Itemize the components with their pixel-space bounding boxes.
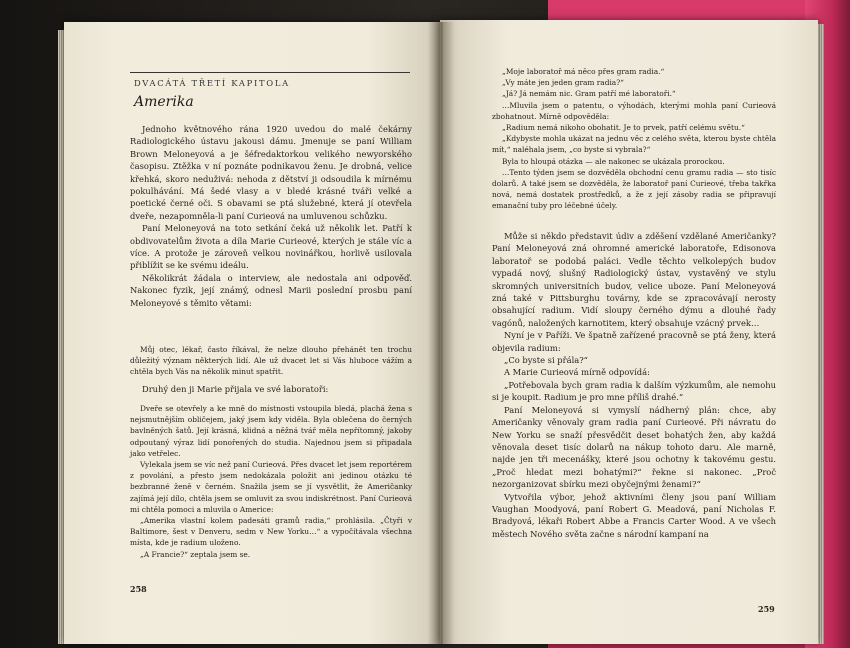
page-number-right: 259: [758, 604, 775, 614]
paragraph: Paní Meloneyová si vymyslí nádherný plán: chce, aby Američanky věnovaly gram radia paní Curieové. Při návratu do New Yorku se snaží přesvědčit deset bohatých žen, aby každá věnovala deset tisíc dolarů na nákup tohoto daru. Ale marně, najde jen tři mecenášky, které jsou ochotny k takovému gestu. „Proč hledat mezi bohatými?“ řekne si nakonec. „Proč nezorganizovat sbírku mezi obyčejnými ženami?“: [492, 404, 776, 490]
paragraph: Několikrát žádala o interview, ale nedostala ani odpověď. Nakonec fyzik, její známý, odnesl Marii poslední prosbu paní Meloneyové s těmito větami:: [130, 272, 412, 308]
left-page: [64, 22, 442, 644]
paragraph: Vytvořila výbor, jehož aktivními členy jsou paní William Vaughan Moodyová, paní Robert G. Meadová, paní Nicholas F. Bradyová, lékaři Robert Abbe a Francis Carter Wood. A ve všech městech Nového světa začne s národní kampaní na: [492, 491, 776, 539]
letter-quote: [130, 344, 412, 378]
quote-paragraph: „Moje laboratoř má něco přes gram radia.“: [502, 67, 665, 76]
left-body-text: [130, 123, 412, 309]
chapter-label: DVACÁTÁ TŘETÍ KAPITOLA: [134, 78, 290, 88]
quote-paragraph: …Mluvila jsem o patentu, o výhodách, kterými mohla paní Curieová zbohatnout. Mírně odpověděla:: [492, 100, 776, 121]
quote-paragraph: Byla to hloupá otázka — ale nakonec se ukázala prorockou.: [502, 156, 725, 166]
quote-paragraph: „Radium nemá nikoho obohatit. Je to prvek, patří celému světu.“: [502, 123, 745, 133]
quote-paragraph: …Tento týden jsem se dozvěděla obchodní cenu gramu radia — sto tisíc dolarů. A také jsem se dozvěděla, že laboratoř paní Curieové, třeba takřka nová, nemá dostatek prostředků, a že z její zásoby radia se připravují emanační tuby pro léčebné účely.: [492, 167, 776, 211]
book-gutter: [428, 22, 454, 644]
quote-paragraph: Vylekala jsem se víc než paní Curieová. Přes dvacet let jsem reportérem z povolání, a přesto jsem nedokázala položit ani jedinou otázku té bezbranné ženě v černém. Snažila jsem se jí vysvětlit, že Američanky zajímá její dílo, chtěla jsem se omluvit za svou indiskrétnost. Paní Curieová mi chtěla pomoci a mluvila o Americe:: [130, 460, 412, 514]
quote-paragraph: „Amerika vlastní kolem padesáti gramů radia,“ prohlásila. „Čtyři v Baltimore, šest v Denveru, sedm v New Yorku…“ a vypočítávala všechna místa, kde je radium uloženo.: [130, 516, 412, 548]
quote-paragraph: Můj otec, lékař, často říkával, že nelze dlouho přehánět ten trochu důležitý význam některých lidí. Ale už dvacet let si Vás hluboce vážím a chtěla bych Vás na několik minut spatřit.: [130, 345, 412, 377]
paragraph: Druhý den ji Marie přijala ve své laboratoři:: [142, 384, 329, 394]
paragraph: Může si někdo představit údiv a zděšení vzdělané Američanky? Paní Meloneyová zná ohromné americké laboratoře, Edisonova laboratoř se podobá paláci. Vedle těchto velkolepých budov vypadá nový, slušný Radiologický ústav, vystavěný ve stylu skromných universitních budov, velice uboze. Paní Meloneyová zná také v Pittsburghu továrny, kde se zpracovávají nerosty obsahující radium. Vidí sloupy černého dýmu a dlouhé řady vagónů, naložených karnotitem, který obsahuje vzácný prvek…: [492, 231, 776, 328]
report-quote: [130, 403, 412, 560]
paragraph: Nyní je v Paříži. Ve špatně zařízené pracovně se ptá ženy, která objevila radium:: [492, 330, 776, 353]
paragraph: A Marie Curieová mírně odpovídá:: [504, 367, 650, 378]
right-body-text: [492, 230, 776, 540]
quote-paragraph: Dveře se otevřely a ke mně do místnosti vstoupila bledá, plachá žena s nejsmutnějším obličejem, jaký jsem kdy viděla. Byla oblečena do černých bavlněných šatů. Její krásná, klidná a něžná tvář měla nepřítomný, jakoby odpoutaný výraz lidí ponořených do studia. Najednou jsem si připadala jako vetřelec.: [130, 404, 412, 458]
right-page: [440, 20, 818, 644]
quote-paragraph: „Kdybyste mohla ukázat na jednu věc z celého světa, kterou byste chtěla mít,“ naléhala jsem, „co byste si vybrala?“: [492, 134, 776, 155]
paragraph: Paní Meloneyová na toto setkání čeká už několik let. Patří k obdivovatelům života a díla Marie Curieové, kterých je stále víc a více. A protože je zároveň velkou novinářkou, horlivě usilovala přiblížit se ke svému ideálu.: [130, 223, 412, 271]
paragraph: „Co byste si přála?“: [504, 355, 588, 366]
page-number-left: 258: [130, 584, 147, 594]
quote-paragraph: „Já? Já nemám nic. Gram patří mé laboratoři.“: [502, 89, 676, 99]
quote-paragraph: „Vy máte jen jeden gram radia?“: [502, 78, 624, 88]
chapter-rule: [130, 72, 410, 73]
chapter-title: Amerika: [134, 94, 194, 110]
report-quote-continued: [492, 66, 776, 212]
left-body-text-2: [130, 383, 412, 395]
quote-paragraph: „A Francie?“ zeptala jsem se.: [140, 549, 251, 559]
paragraph: Jednoho květnového rána 1920 uvedou do malé čekárny Radiologického ústavu jakousi dámu. Jmenuje se paní William Brown Meloneyová a je šéfredaktorkou velikého newyorského časopisu. Ztěžka v ní poznáte podnikavou ženu. Je drobná, velice křehká, skoro neduživá: nehoda z dětství ji odsoudila k mírnému pokulhávání. Má šedé vlasy a v bledé krásné tváři velké a poetické černé oči. S obavami se ptá služebné, která jí otevřela dveře, nezapomněla-li paní Curieová na umluvenou schůzku.: [130, 124, 412, 221]
paragraph: „Potřebovala bych gram radia k dalším výzkumům, ale nemohu si je koupit. Radium je pro mne příliš drahé.“: [492, 379, 776, 403]
